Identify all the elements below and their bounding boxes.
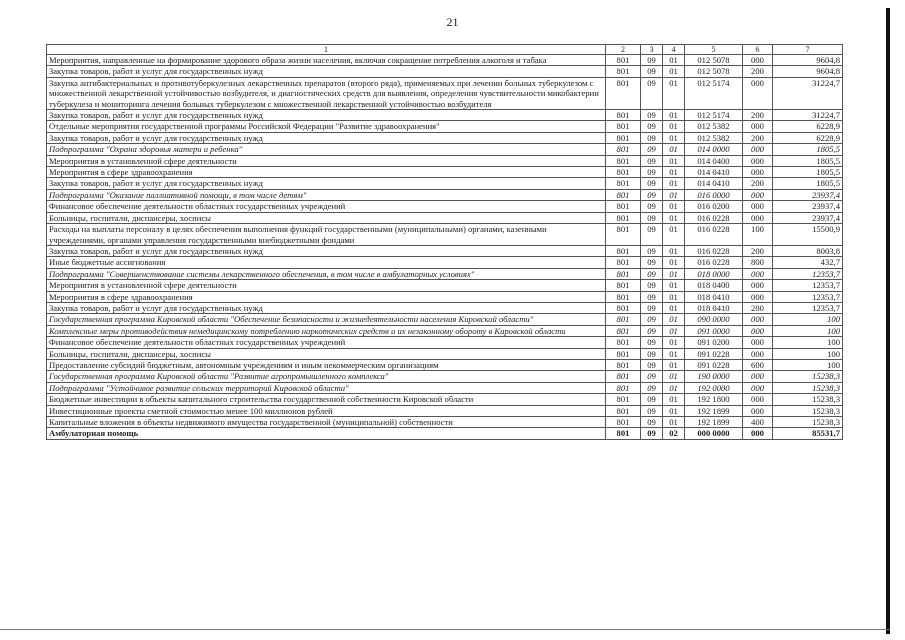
row-name-cell: Закупка товаров, работ и услуг для государственных нужд — [47, 66, 606, 77]
expense-type-cell: 200 — [743, 245, 773, 256]
code-cell: 801 — [606, 167, 641, 178]
subsection-cell: 01 — [663, 144, 685, 155]
section-cell: 09 — [641, 280, 663, 291]
subsection-cell: 01 — [663, 201, 685, 212]
section-cell: 09 — [641, 189, 663, 200]
row-name-cell: Комплексные меры противодействия немедицинскому потреблению наркотических средств и их незаконному обороту в Кировской области — [47, 325, 606, 336]
target-article-cell: 192 0000 — [685, 382, 743, 393]
target-article-cell: 012 5174 — [685, 110, 743, 121]
row-name-cell: Предоставление субсидий бюджетным, автономным учреждениям и иным некоммерческим организациям — [47, 359, 606, 370]
code-cell: 801 — [606, 144, 641, 155]
row-name-cell: Иные бюджетные ассигнования — [47, 257, 606, 268]
subsection-cell: 01 — [663, 314, 685, 325]
target-article-cell: 018 0410 — [685, 302, 743, 313]
section-cell: 09 — [641, 55, 663, 66]
code-cell: 801 — [606, 189, 641, 200]
expense-type-cell: 200 — [743, 178, 773, 189]
target-article-cell: 012 5174 — [685, 77, 743, 109]
subsection-cell: 01 — [663, 359, 685, 370]
subsection-cell: 01 — [663, 55, 685, 66]
amount-cell: 6228,9 — [773, 132, 843, 143]
code-cell: 801 — [606, 155, 641, 166]
row-name-cell: Государственная программа Кировской области "Обеспечение безопасности и жизнедеятельности населения Кировской области" — [47, 314, 606, 325]
amount-cell: 23937,4 — [773, 201, 843, 212]
code-cell: 801 — [606, 291, 641, 302]
section-cell: 09 — [641, 382, 663, 393]
expense-type-cell: 000 — [743, 348, 773, 359]
table-row — [47, 167, 843, 178]
code-cell: 801 — [606, 325, 641, 336]
subsection-cell: 01 — [663, 110, 685, 121]
row-name-cell: Амбулаторная помощь — [47, 428, 606, 439]
subsection-cell: 01 — [663, 371, 685, 382]
expense-type-cell: 000 — [743, 55, 773, 66]
code-cell: 801 — [606, 280, 641, 291]
amount-cell: 100 — [773, 348, 843, 359]
row-name-cell: Закупка товаров, работ и услуг для государственных нужд — [47, 110, 606, 121]
target-article-cell: 014 0410 — [685, 167, 743, 178]
row-name-cell: Закупка товаров, работ и услуг для государственных нужд — [47, 245, 606, 256]
subsection-cell: 01 — [663, 155, 685, 166]
section-cell: 09 — [641, 314, 663, 325]
section-cell: 09 — [641, 212, 663, 223]
code-cell: 801 — [606, 201, 641, 212]
target-article-cell: 016 0228 — [685, 245, 743, 256]
row-name-cell: Подпрограмма "Охрана здоровья матери и ребенка" — [47, 144, 606, 155]
subsection-cell: 01 — [663, 132, 685, 143]
expense-type-cell: 000 — [743, 201, 773, 212]
target-article-cell: 018 0400 — [685, 280, 743, 291]
section-cell: 09 — [641, 224, 663, 246]
section-cell: 09 — [641, 359, 663, 370]
row-name-cell: Закупка товаров, работ и услуг для государственных нужд — [47, 132, 606, 143]
table-row — [47, 110, 843, 121]
expense-type-cell: 000 — [743, 121, 773, 132]
amount-cell: 9604,8 — [773, 66, 843, 77]
code-cell: 801 — [606, 132, 641, 143]
section-cell: 09 — [641, 245, 663, 256]
target-article-cell: 090 0000 — [685, 314, 743, 325]
table-row — [47, 359, 843, 370]
row-name-cell: Мероприятия в установленной сфере деятельности — [47, 155, 606, 166]
subsection-cell: 01 — [663, 189, 685, 200]
code-cell: 801 — [606, 178, 641, 189]
code-cell: 801 — [606, 121, 641, 132]
target-article-cell: 012 5078 — [685, 66, 743, 77]
header-row — [47, 45, 843, 55]
target-article-cell: 014 0000 — [685, 144, 743, 155]
row-name-cell: Государственная программа Кировской области "Развитие агропромышленного комплекса" — [47, 371, 606, 382]
expense-type-cell: 400 — [743, 417, 773, 428]
amount-cell: 100 — [773, 359, 843, 370]
amount-cell: 15238,3 — [773, 417, 843, 428]
amount-cell: 23937,4 — [773, 212, 843, 223]
subsection-cell: 01 — [663, 224, 685, 246]
expense-type-cell: 600 — [743, 359, 773, 370]
target-article-cell: 091 0228 — [685, 359, 743, 370]
amount-cell: 15238,3 — [773, 405, 843, 416]
table-row — [47, 257, 843, 268]
expense-type-cell: 000 — [743, 371, 773, 382]
expense-type-cell: 000 — [743, 155, 773, 166]
section-cell: 09 — [641, 201, 663, 212]
section-cell: 09 — [641, 167, 663, 178]
section-cell: 09 — [641, 155, 663, 166]
expense-type-cell: 000 — [743, 382, 773, 393]
expense-type-cell: 000 — [743, 144, 773, 155]
target-article-cell: 016 0000 — [685, 189, 743, 200]
subsection-cell: 01 — [663, 382, 685, 393]
code-cell: 801 — [606, 110, 641, 121]
target-article-cell: 018 0410 — [685, 291, 743, 302]
expense-type-cell: 000 — [743, 167, 773, 178]
code-cell: 801 — [606, 405, 641, 416]
subsection-cell: 02 — [663, 428, 685, 439]
target-article-cell: 016 0200 — [685, 201, 743, 212]
table-row — [47, 428, 843, 439]
target-article-cell: 016 0228 — [685, 257, 743, 268]
table-row — [47, 224, 843, 246]
amount-cell: 1805,5 — [773, 155, 843, 166]
target-article-cell: 192 1899 — [685, 417, 743, 428]
code-cell: 801 — [606, 371, 641, 382]
section-cell: 09 — [641, 325, 663, 336]
expense-type-cell: 000 — [743, 280, 773, 291]
expense-type-cell: 000 — [743, 428, 773, 439]
table-row — [47, 121, 843, 132]
page-number: 21 — [446, 15, 459, 29]
expense-type-cell: 200 — [743, 302, 773, 313]
amount-cell: 100 — [773, 325, 843, 336]
row-name-cell: Больницы, госпитали, диспансеры, хосписы — [47, 212, 606, 223]
section-cell: 09 — [641, 428, 663, 439]
row-name-cell: Мероприятия в сфере здравоохранения — [47, 291, 606, 302]
amount-cell: 1805,5 — [773, 178, 843, 189]
target-article-cell: 190 0000 — [685, 371, 743, 382]
column-header: 1 — [47, 45, 606, 55]
expense-type-cell: 000 — [743, 325, 773, 336]
subsection-cell: 01 — [663, 178, 685, 189]
expense-type-cell: 000 — [743, 405, 773, 416]
amount-cell: 8003,8 — [773, 245, 843, 256]
target-article-cell: 016 0228 — [685, 212, 743, 223]
table-row — [47, 144, 843, 155]
row-name-cell: Больницы, госпитали, диспансеры, хосписы — [47, 348, 606, 359]
section-cell: 09 — [641, 371, 663, 382]
amount-cell: 15238,3 — [773, 382, 843, 393]
column-header: 2 — [606, 45, 641, 55]
code-cell: 801 — [606, 224, 641, 246]
expense-type-cell: 000 — [743, 291, 773, 302]
section-cell: 09 — [641, 348, 663, 359]
subsection-cell: 01 — [663, 291, 685, 302]
amount-cell: 15238,3 — [773, 394, 843, 405]
code-cell: 801 — [606, 77, 641, 109]
target-article-cell: 192 1899 — [685, 405, 743, 416]
section-cell: 09 — [641, 178, 663, 189]
table-row — [47, 245, 843, 256]
row-name-cell: Финансовое обеспечение деятельности областных государственных учреждений — [47, 201, 606, 212]
table-row — [47, 189, 843, 200]
section-cell: 09 — [641, 132, 663, 143]
amount-cell: 31224,7 — [773, 110, 843, 121]
expense-type-cell: 000 — [743, 212, 773, 223]
target-article-cell: 012 5382 — [685, 121, 743, 132]
row-name-cell: Подпрограмма "Оказание паллиативной помощи, в том числе детям" — [47, 189, 606, 200]
target-article-cell: 012 5382 — [685, 132, 743, 143]
target-article-cell: 014 0410 — [685, 178, 743, 189]
section-cell: 09 — [641, 302, 663, 313]
section-cell: 09 — [641, 66, 663, 77]
section-cell: 09 — [641, 417, 663, 428]
subsection-cell: 01 — [663, 257, 685, 268]
code-cell: 801 — [606, 428, 641, 439]
subsection-cell: 01 — [663, 394, 685, 405]
amount-cell: 31224,7 — [773, 77, 843, 109]
code-cell: 801 — [606, 212, 641, 223]
table-row — [47, 371, 843, 382]
amount-cell: 6228,9 — [773, 121, 843, 132]
table-row — [47, 291, 843, 302]
subsection-cell: 01 — [663, 417, 685, 428]
subsection-cell: 01 — [663, 280, 685, 291]
expense-type-cell: 000 — [743, 268, 773, 279]
row-name-cell: Мероприятия в установленной сфере деятельности — [47, 280, 606, 291]
section-cell: 09 — [641, 257, 663, 268]
section-cell: 09 — [641, 110, 663, 121]
table-row — [47, 268, 843, 279]
amount-cell: 15500,9 — [773, 224, 843, 246]
table-row — [47, 394, 843, 405]
row-name-cell: Подпрограмма "Устойчивое развитие сельских территорий Кировской области" — [47, 382, 606, 393]
expense-type-cell: 000 — [743, 314, 773, 325]
column-header: 4 — [663, 45, 685, 55]
table-row — [47, 405, 843, 416]
section-cell: 09 — [641, 144, 663, 155]
target-article-cell: 192 1800 — [685, 394, 743, 405]
subsection-cell: 01 — [663, 167, 685, 178]
row-name-cell: Капитальные вложения в объекты недвижимого имущества государственной (муниципальной) собственности — [47, 417, 606, 428]
column-header: 5 — [685, 45, 743, 55]
expense-type-cell: 000 — [743, 394, 773, 405]
amount-cell: 1805,5 — [773, 144, 843, 155]
budget-table — [46, 44, 843, 440]
expense-type-cell: 000 — [743, 337, 773, 348]
row-name-cell: Закупка товаров, работ и услуг для государственных нужд — [47, 302, 606, 313]
subsection-cell: 01 — [663, 121, 685, 132]
target-article-cell: 000 0000 — [685, 428, 743, 439]
subsection-cell: 01 — [663, 268, 685, 279]
subsection-cell: 01 — [663, 337, 685, 348]
section-cell: 09 — [641, 121, 663, 132]
section-cell: 09 — [641, 394, 663, 405]
code-cell: 801 — [606, 417, 641, 428]
amount-cell: 100 — [773, 337, 843, 348]
code-cell: 801 — [606, 245, 641, 256]
bottom-rule — [0, 629, 890, 630]
row-name-cell: Мероприятия в сфере здравоохранения — [47, 167, 606, 178]
amount-cell: 12353,7 — [773, 280, 843, 291]
code-cell: 801 — [606, 66, 641, 77]
table-row — [47, 77, 843, 109]
section-cell: 09 — [641, 337, 663, 348]
amount-cell: 12353,7 — [773, 302, 843, 313]
table-row — [47, 280, 843, 291]
subsection-cell: 01 — [663, 348, 685, 359]
amount-cell: 15238,3 — [773, 371, 843, 382]
amount-cell: 100 — [773, 314, 843, 325]
table-row — [47, 417, 843, 428]
section-cell: 09 — [641, 405, 663, 416]
table-row — [47, 155, 843, 166]
expense-type-cell: 100 — [743, 224, 773, 246]
row-name-cell: Финансовое обеспечение деятельности областных государственных учреждений — [47, 337, 606, 348]
table-row — [47, 178, 843, 189]
column-header: 6 — [743, 45, 773, 55]
amount-cell: 23937,4 — [773, 189, 843, 200]
code-cell: 801 — [606, 359, 641, 370]
target-article-cell: 091 0000 — [685, 325, 743, 336]
table-row — [47, 55, 843, 66]
table-body — [47, 55, 843, 440]
target-article-cell: 016 0228 — [685, 224, 743, 246]
expense-type-cell: 200 — [743, 110, 773, 121]
code-cell: 801 — [606, 382, 641, 393]
target-article-cell: 018 0000 — [685, 268, 743, 279]
code-cell: 801 — [606, 302, 641, 313]
column-header: 7 — [773, 45, 843, 55]
code-cell: 801 — [606, 55, 641, 66]
table-row — [47, 201, 843, 212]
code-cell: 801 — [606, 348, 641, 359]
row-name-cell: Подпрограмма "Совершенствование системы лекарственного обеспечения, в том числе в амбулаторных условиях" — [47, 268, 606, 279]
code-cell: 801 — [606, 337, 641, 348]
row-name-cell: Закупка антибактериальных и противотуберкулезных лекарственных препаратов (второго ряда), применяемых при лечении больных туберкулезом с множественной лекарственной устойчивостью возбудителя, и диагностических средств для выявления, определения чувствительности микобактерии туберкулеза и мониторинга лечения больных туберкулезом с множественной лекарственной устойчивостью возбудителя — [47, 77, 606, 109]
subsection-cell: 01 — [663, 405, 685, 416]
amount-cell: 12353,7 — [773, 291, 843, 302]
code-cell: 801 — [606, 314, 641, 325]
code-cell: 801 — [606, 268, 641, 279]
row-name-cell: Расходы на выплаты персоналу в целях обеспечения выполнения функций государственными (муниципальными) органами, казенными учреждениями, органами управления государственными внебюджетными фондами — [47, 224, 606, 246]
amount-cell: 1805,5 — [773, 167, 843, 178]
target-article-cell: 091 0200 — [685, 337, 743, 348]
row-name-cell: Бюджетные инвестиции в объекты капитального строительства государственной собственности Кировской области — [47, 394, 606, 405]
expense-type-cell: 000 — [743, 77, 773, 109]
target-article-cell: 014 0400 — [685, 155, 743, 166]
row-name-cell: Инвестиционные проекты сметной стоимостью менее 100 миллионов рублей — [47, 405, 606, 416]
expense-type-cell: 800 — [743, 257, 773, 268]
table-row — [47, 382, 843, 393]
subsection-cell: 01 — [663, 66, 685, 77]
target-article-cell: 091 0228 — [685, 348, 743, 359]
section-cell: 09 — [641, 291, 663, 302]
section-cell: 09 — [641, 77, 663, 109]
table-row — [47, 348, 843, 359]
amount-cell: 432,7 — [773, 257, 843, 268]
table-row — [47, 325, 843, 336]
table-row — [47, 66, 843, 77]
table-row — [47, 302, 843, 313]
row-name-cell: Закупка товаров, работ и услуг для государственных нужд — [47, 178, 606, 189]
subsection-cell: 01 — [663, 212, 685, 223]
row-name-cell: Отдельные мероприятия государственной программы Российской Федерации "Развитие здравоохранения" — [47, 121, 606, 132]
table-row — [47, 212, 843, 223]
code-cell: 801 — [606, 394, 641, 405]
target-article-cell: 012 5078 — [685, 55, 743, 66]
expense-type-cell: 200 — [743, 66, 773, 77]
amount-cell: 12353,7 — [773, 268, 843, 279]
subsection-cell: 01 — [663, 302, 685, 313]
table-row — [47, 314, 843, 325]
table-row — [47, 132, 843, 143]
table-row — [47, 337, 843, 348]
amount-cell: 9604,8 — [773, 55, 843, 66]
code-cell: 801 — [606, 257, 641, 268]
row-name-cell: Мероприятия, направленные на формирование здорового образа жизни населения, включая сокращение потребления алкоголя и табака — [47, 55, 606, 66]
subsection-cell: 01 — [663, 245, 685, 256]
subsection-cell: 01 — [663, 77, 685, 109]
section-cell: 09 — [641, 268, 663, 279]
column-header: 3 — [641, 45, 663, 55]
expense-type-cell: 000 — [743, 189, 773, 200]
subsection-cell: 01 — [663, 325, 685, 336]
amount-cell: 85531,7 — [773, 428, 843, 439]
expense-type-cell: 200 — [743, 132, 773, 143]
scan-edge-bar — [886, 8, 890, 634]
